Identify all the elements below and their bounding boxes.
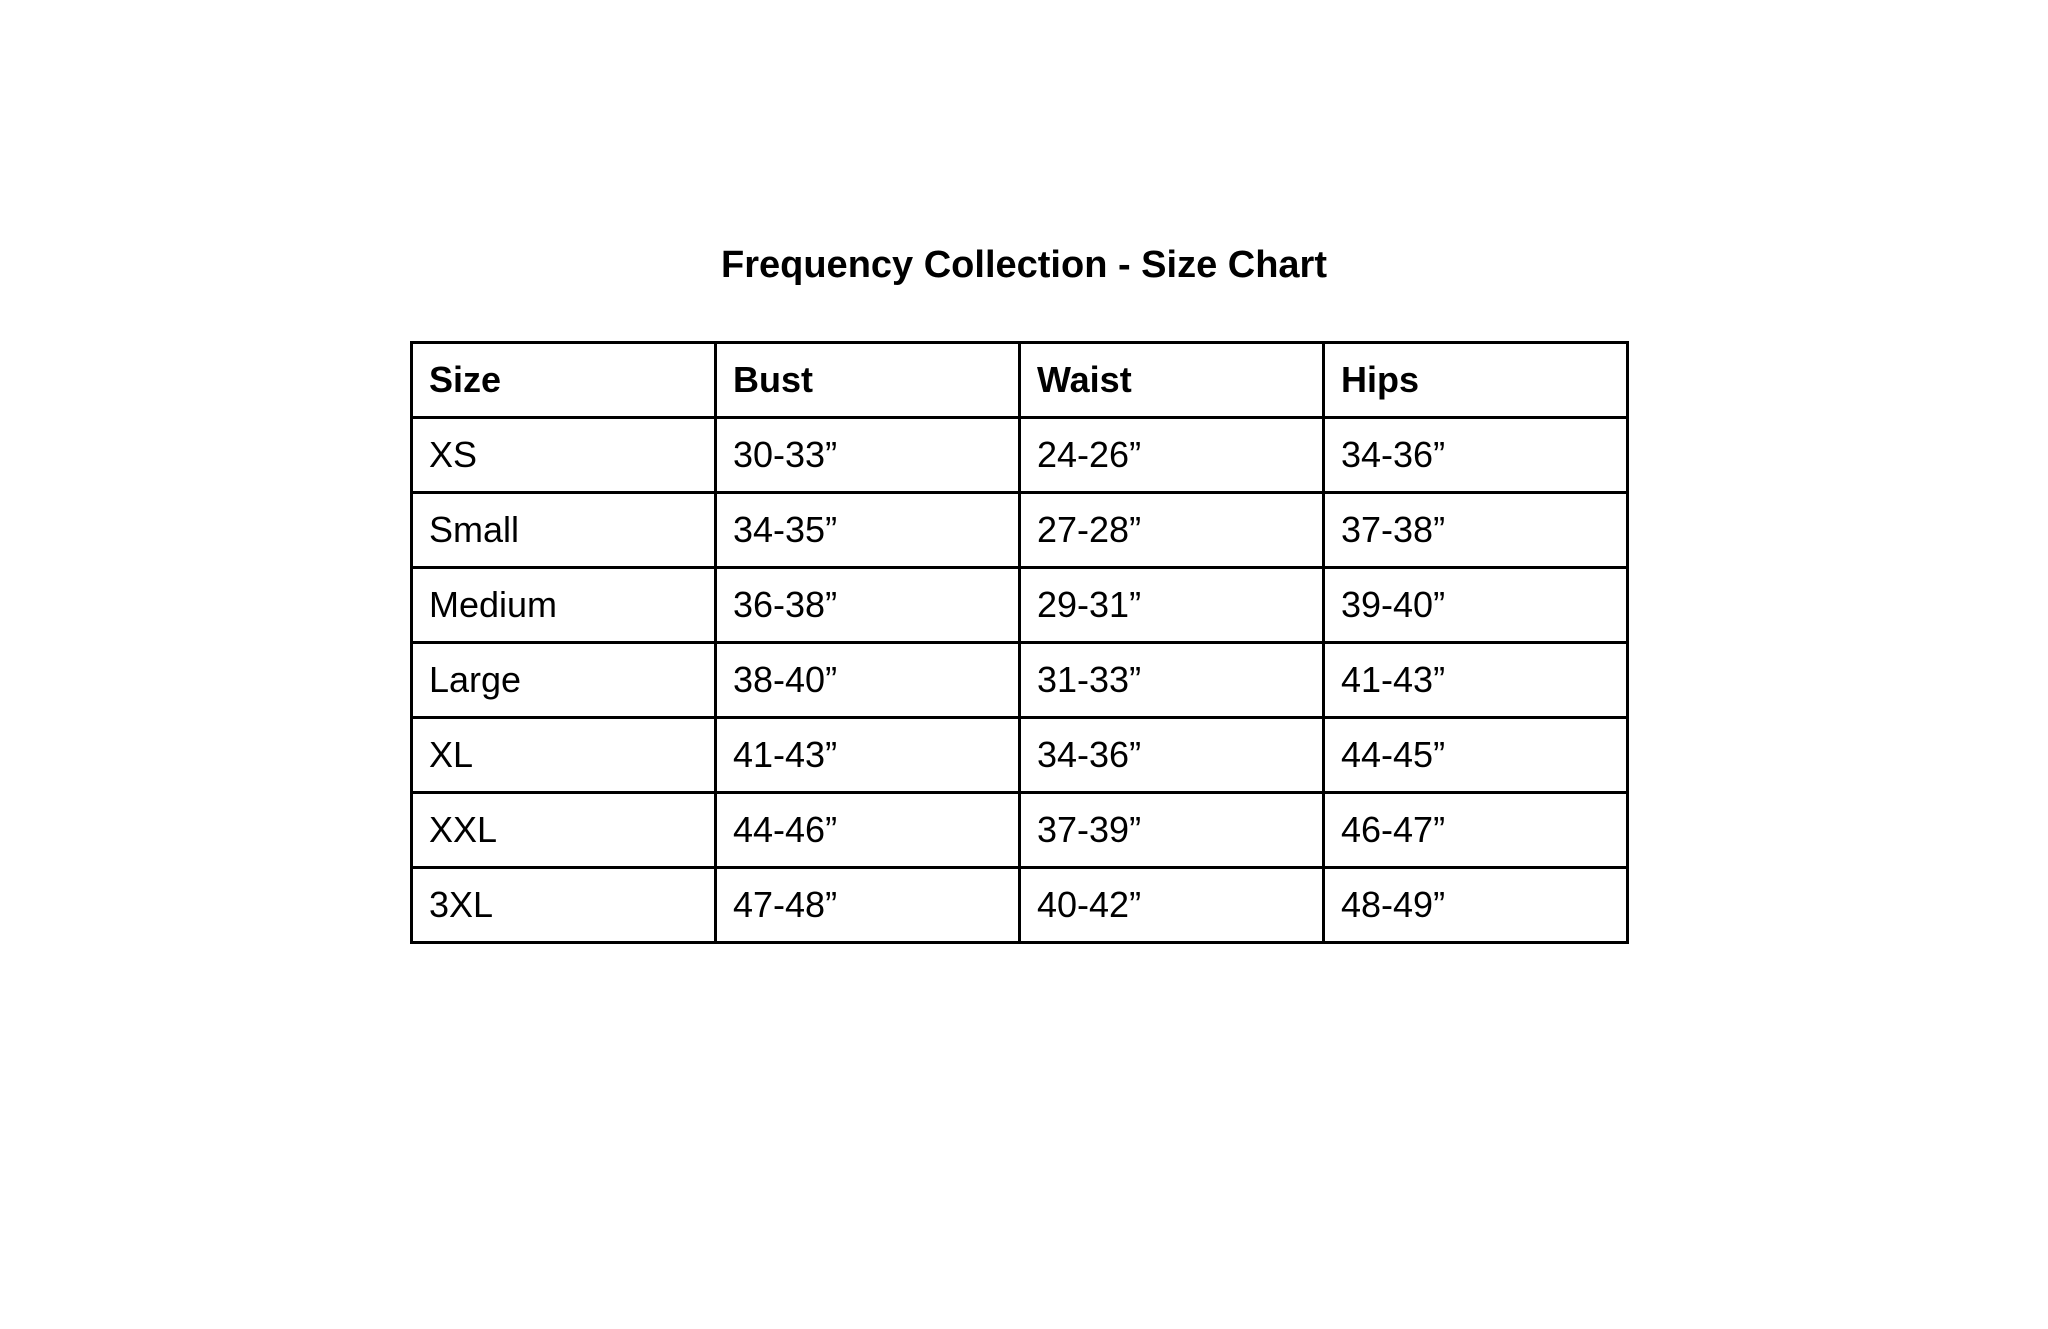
waist-cell: 29-31”: [1020, 568, 1324, 643]
bust-cell: 34-35”: [716, 493, 1020, 568]
bust-cell: 44-46”: [716, 793, 1020, 868]
size-cell: XL: [412, 718, 716, 793]
table-header-row: [412, 343, 1628, 418]
table-row: [412, 718, 1628, 793]
waist-cell: 40-42”: [1020, 868, 1324, 943]
size-chart-table: [410, 341, 1629, 944]
table-row: [412, 418, 1628, 493]
waist-cell: 37-39”: [1020, 793, 1324, 868]
waist-cell: 24-26”: [1020, 418, 1324, 493]
size-cell: 3XL: [412, 868, 716, 943]
column-header-hips: Hips: [1324, 343, 1628, 418]
hips-cell: 39-40”: [1324, 568, 1628, 643]
waist-cell: 34-36”: [1020, 718, 1324, 793]
table-row: [412, 568, 1628, 643]
page-title: Frequency Collection - Size Chart: [721, 244, 1327, 286]
size-cell: Small: [412, 493, 716, 568]
bust-cell: 41-43”: [716, 718, 1020, 793]
hips-cell: 34-36”: [1324, 418, 1628, 493]
column-header-bust: Bust: [716, 343, 1020, 418]
hips-cell: 37-38”: [1324, 493, 1628, 568]
waist-cell: 27-28”: [1020, 493, 1324, 568]
size-cell: Large: [412, 643, 716, 718]
hips-cell: 44-45”: [1324, 718, 1628, 793]
waist-cell: 31-33”: [1020, 643, 1324, 718]
table-row: [412, 868, 1628, 943]
size-cell: XXL: [412, 793, 716, 868]
bust-cell: 36-38”: [716, 568, 1020, 643]
hips-cell: 46-47”: [1324, 793, 1628, 868]
table-row: [412, 643, 1628, 718]
table-row: [412, 493, 1628, 568]
size-cell: XS: [412, 418, 716, 493]
bust-cell: 30-33”: [716, 418, 1020, 493]
size-cell: Medium: [412, 568, 716, 643]
bust-cell: 38-40”: [716, 643, 1020, 718]
hips-cell: 41-43”: [1324, 643, 1628, 718]
column-header-size: Size: [412, 343, 716, 418]
column-header-waist: Waist: [1020, 343, 1324, 418]
hips-cell: 48-49”: [1324, 868, 1628, 943]
table-row: [412, 793, 1628, 868]
bust-cell: 47-48”: [716, 868, 1020, 943]
